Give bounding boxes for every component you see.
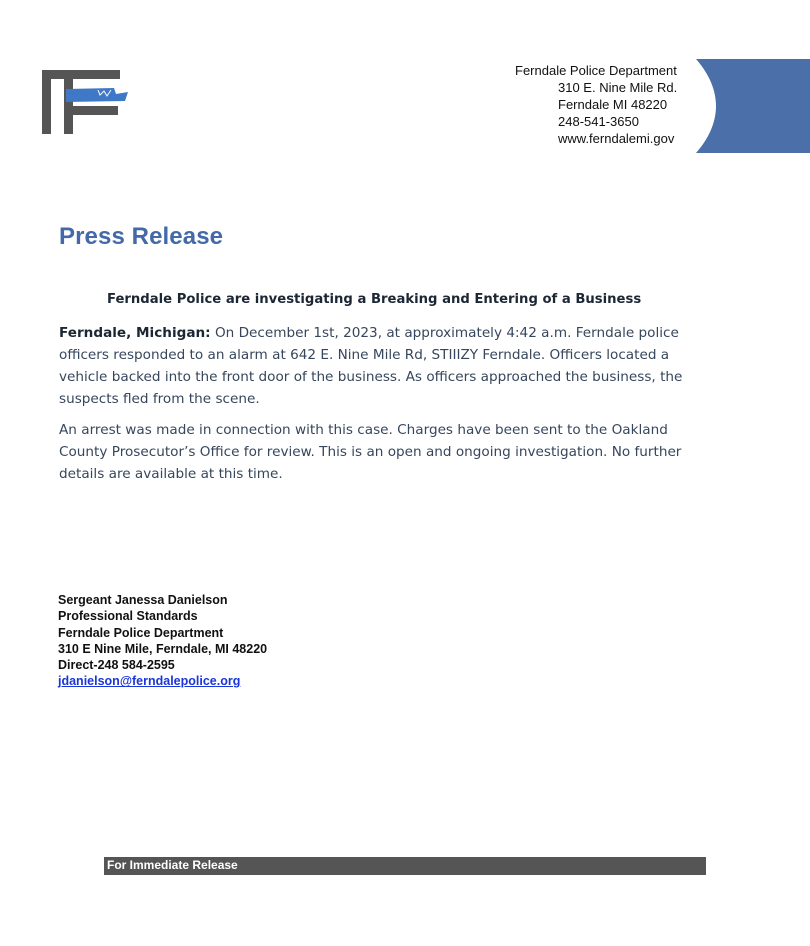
department-phone: 248-541-3650 xyxy=(558,114,639,129)
department-name: Ferndale Police Department xyxy=(515,63,677,78)
release-paragraph-1 xyxy=(59,322,699,410)
dateline: Ferndale, Michigan: xyxy=(59,325,211,341)
signature-unit: Professional Standards xyxy=(58,609,198,624)
department-website: www.ferndalemi.gov xyxy=(558,131,675,146)
signature-block xyxy=(58,592,267,690)
footer-label: For Immediate Release xyxy=(107,858,238,872)
signature-email-link[interactable]: jdanielson@ferndalepolice.org xyxy=(58,674,241,689)
signature-name: Sergeant Janessa Danielson xyxy=(58,593,228,607)
release-paragraph-2: An arrest was made in connection with this case. Charges have been sent to the Oakland County Prosecutor’s Office for review. This is an open and ongoing investigation. No further details are available at this time. xyxy=(59,422,682,482)
signature-department: Ferndale Police Department xyxy=(58,625,224,640)
footer-bar xyxy=(104,857,706,875)
ferndale-logo xyxy=(40,68,132,136)
paragraph-1-text: On December 1st, 2023, at approximately 4:42 a.m. Ferndale police officers responded to an alarm at 642 E. Nine Mile Rd, STIIIZY Ferndale. Officers located a vehicle backed into the front door of the business. As officers approached the business, the suspects fled from the scene. xyxy=(59,325,683,407)
header-accent-shape xyxy=(696,59,810,153)
department-street: 310 E. Nine Mile Rd. xyxy=(558,80,678,95)
department-city: Ferndale MI 48220 xyxy=(558,97,668,112)
signature-direct-phone: Direct-248 584-2595 xyxy=(58,658,175,673)
page-title: Press Release xyxy=(59,223,224,250)
release-headline: Ferndale Police are investigating a Breaking and Entering of a Business xyxy=(107,292,642,307)
signature-address: 310 E Nine Mile, Ferndale, MI 48220 xyxy=(58,641,268,656)
